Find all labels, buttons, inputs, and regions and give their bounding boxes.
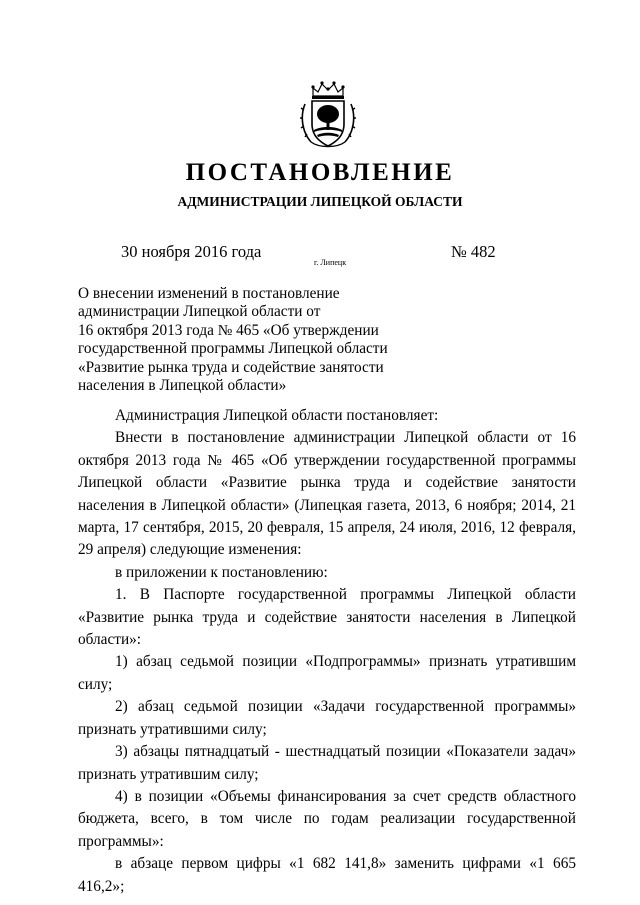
heading-line: 16 октября 2013 года № 465 «Об утверждении bbox=[78, 321, 379, 339]
body-paragraph: Администрация Липецкой области постановляет: bbox=[115, 407, 439, 424]
document-city: г. Липецк bbox=[314, 258, 347, 267]
document-title: ПОСТАНОВЛЕНИЕ bbox=[185, 159, 455, 186]
body-paragraph: в абзаце первом цифры «1 682 141,8» заменить цифрами «1 665 416,2»; bbox=[78, 855, 576, 895]
heading-line: населения в Липецкой области» bbox=[78, 377, 287, 395]
body-paragraph: 1) абзац седьмой позиции «Подпрограммы» признать утратившим силу; bbox=[78, 653, 576, 693]
body-paragraph: 4) в позиции «Объемы финансирования за счет средств областного бюджета, всего, в том числе по годам реализации государственной программы»: bbox=[78, 787, 576, 850]
body-paragraph: в приложении к постановлению: bbox=[115, 563, 328, 581]
body-paragraph: 1. В Паспорте государственной программы Липецкой области «Развитие рынка труда и содействие занятости населения в Липецкой области»: bbox=[78, 586, 576, 649]
heading-line: государственной программы Липецкой области bbox=[78, 340, 388, 358]
document-date: 30 ноября 2016 года bbox=[121, 242, 262, 261]
body-paragraph: 3) абзацы пятнадцатый - шестнадцатый позиции «Показатели задач» признать утратившим силу; bbox=[78, 743, 576, 783]
document-heading bbox=[78, 285, 398, 395]
heading-line: администрации Липецкой области от bbox=[78, 303, 321, 321]
heading-line: «Развитие рынка труда и содействие занятости bbox=[78, 358, 384, 376]
heading-line: О внесении изменений в постановление bbox=[78, 285, 340, 302]
lipetsk-coat-of-arms-icon bbox=[299, 80, 357, 150]
body-paragraph: Внести в постановление администрации Липецкой области от 16 октября 2013 года № 465 «Об утверждении государственной программы Липецкой области «Развитие рынка труда и содействие занятости населения в Липецкой области» (Липецкая газета, 2013, 6 ноября; 2014, 21 марта, 17 сентября, 2015, 20 февраля, 15 апреля, 24 июля, 2016, 12 февраля, 29 апреля) следующие изменения: bbox=[78, 429, 576, 559]
document-number: № 482 bbox=[451, 242, 496, 261]
document-body bbox=[78, 405, 576, 898]
document-subtitle: АДМИНИСТРАЦИИ ЛИПЕЦКОЙ ОБЛАСТИ bbox=[177, 194, 463, 209]
body-paragraph: 2) абзац седьмой позиции «Задачи государственной программы» признать утратившими силу; bbox=[78, 698, 576, 738]
